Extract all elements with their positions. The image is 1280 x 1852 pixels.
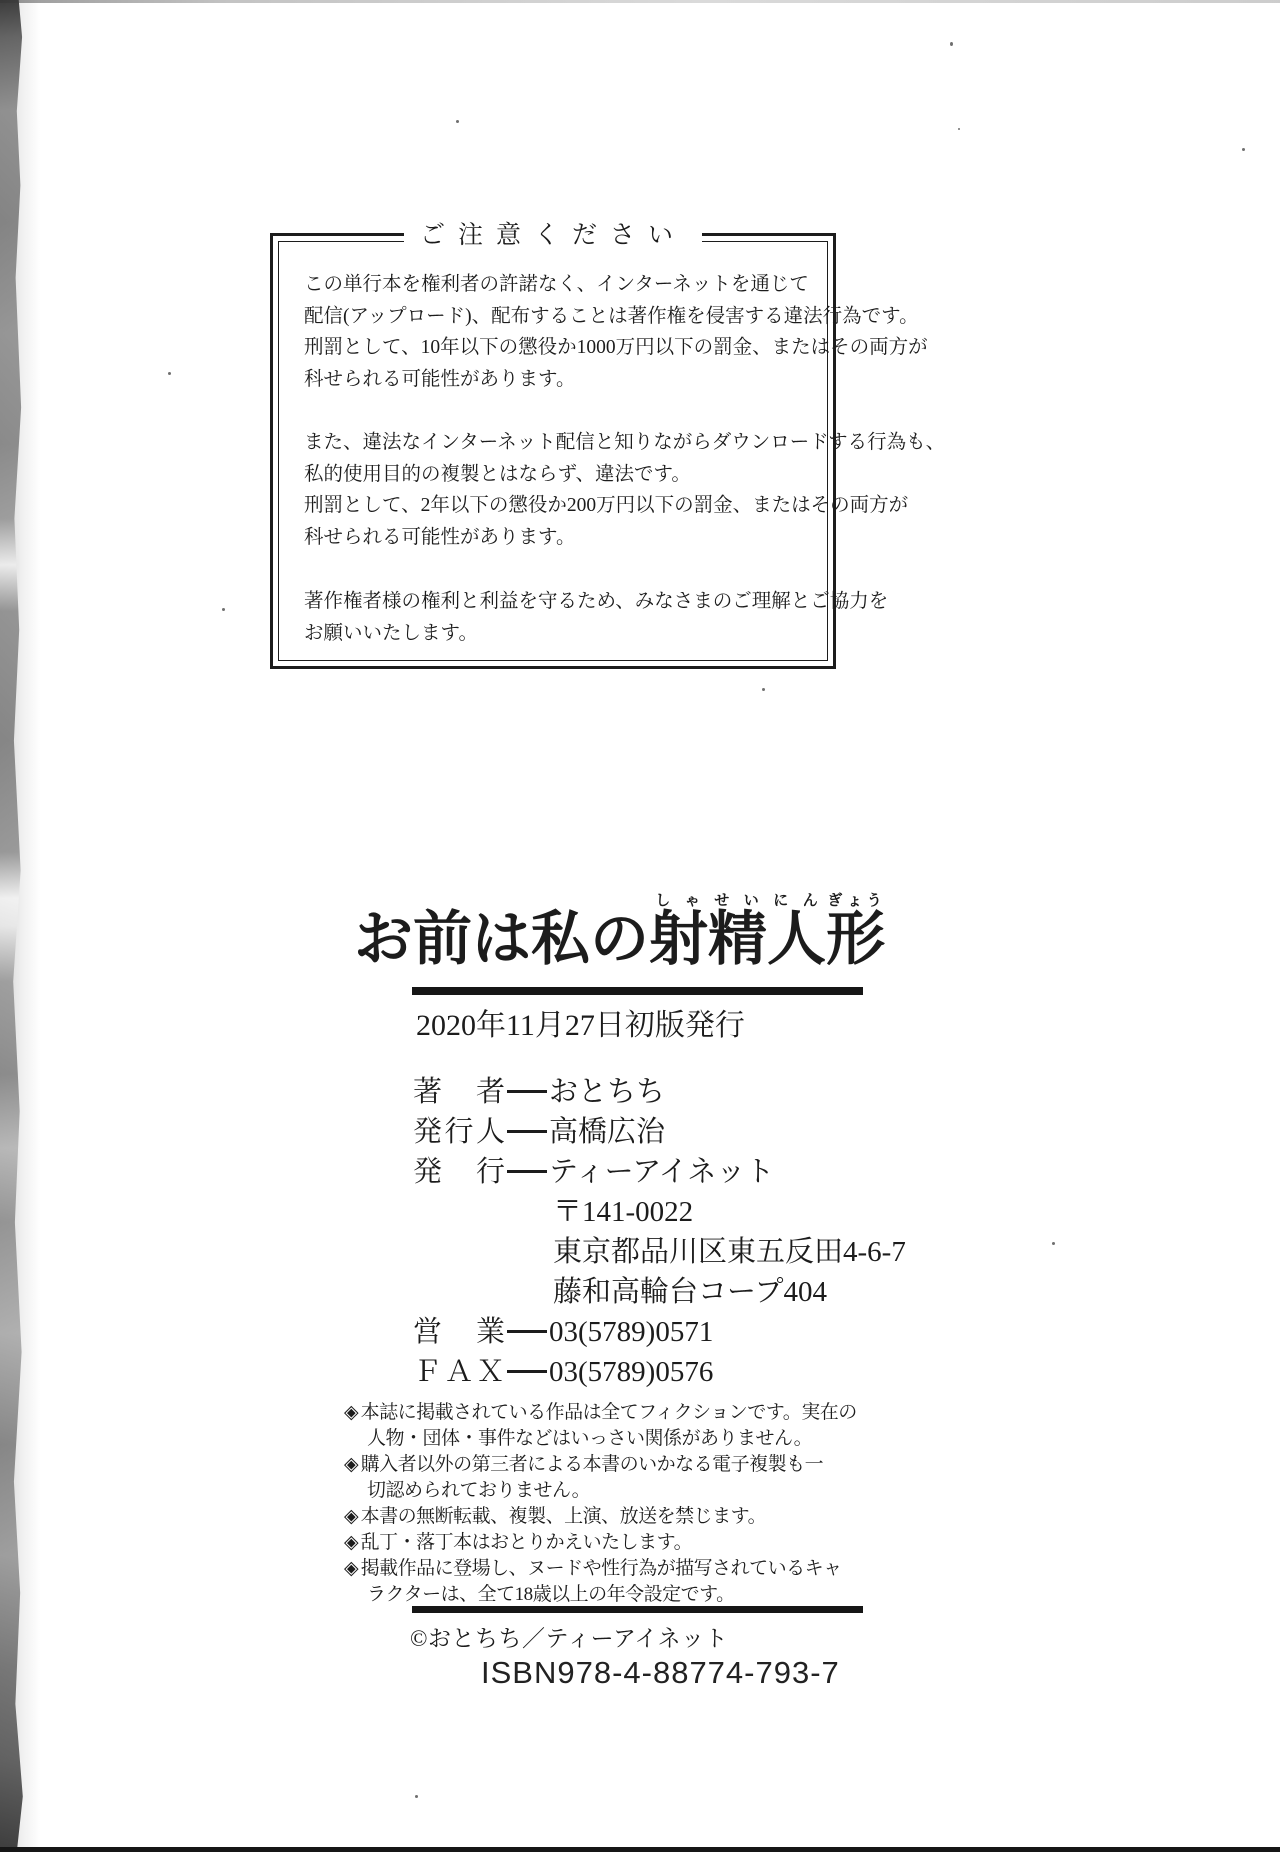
dash-line: [507, 1330, 547, 1333]
diamond-bullet-icon: ◈: [344, 1558, 359, 1579]
dust-speck: [168, 372, 171, 375]
book-title-ruby: 人にん: [767, 893, 827, 972]
note-line: ◈ 掲載作品に登場し、ヌードや性行為が描写されているキャ: [344, 1558, 842, 1579]
notice-line: 著作権者様の権利と利益を守るため、みなさまのご理解とご協力を: [304, 591, 889, 612]
dust-speck: [415, 1795, 418, 1798]
fax-label: ＦＡＸ: [413, 1356, 505, 1388]
notice-paragraph: [304, 427, 946, 553]
book-title-ruby: 精せい: [708, 893, 768, 972]
author-row: [413, 1072, 906, 1112]
book-title-prefix: お前は私の: [354, 906, 650, 972]
book-title: [354, 893, 885, 975]
footer-divider-rule: [412, 1606, 863, 1613]
notice-paragraph: [304, 586, 889, 649]
notice-box-body: [278, 241, 946, 661]
publisher-value: ティーアイネット: [549, 1156, 775, 1188]
dust-speck: [456, 120, 459, 123]
dash-line: [507, 1370, 547, 1373]
book-title-ruby: 射しゃ: [649, 893, 709, 972]
fax-row: [413, 1352, 906, 1392]
dash-line: [507, 1090, 547, 1093]
dash-line: [507, 1170, 547, 1173]
diamond-bullet-icon: ◈: [344, 1506, 359, 1527]
publication-info: [413, 1072, 906, 1392]
scan-bottom-edge: [0, 1847, 1280, 1852]
publisher-person-row: [413, 1112, 906, 1152]
edition-date: 2020年11月27日初版発行: [416, 1009, 745, 1042]
isbn-number: ISBN978-4-88774-793-7: [481, 1655, 840, 1690]
title-divider-rule: [412, 987, 863, 995]
diamond-bullet-icon: ◈: [344, 1532, 359, 1553]
sales-phone-row: [413, 1312, 906, 1352]
dust-speck: [762, 688, 765, 691]
notice-line: 刑罰として、10年以下の懲役か1000万円以下の罰金、またはその両方が: [304, 337, 928, 358]
note-line: 人物・団体・事件などはいっさい関係がありません。: [367, 1428, 813, 1449]
note-line: ◈ 本書の無断転載、複製、上演、放送を禁じます。: [344, 1506, 767, 1527]
author-value: おとちち: [549, 1076, 666, 1108]
notice-line: 刑罰として、2年以下の懲役か200万円以下の罰金、またはその両方が: [304, 495, 909, 516]
sales-label: 営 業: [413, 1316, 505, 1348]
note-line: ◈ 乱丁・落丁本はおとりかえいたします。: [344, 1532, 693, 1553]
diamond-bullet-icon: ◈: [344, 1454, 359, 1475]
notice-box-title: ご注意ください: [404, 215, 702, 251]
notice-line: 科せられる可能性があります。: [304, 368, 576, 390]
copyright-line: ©おとちち／ティーアイネット: [410, 1626, 729, 1651]
note-line: 切認められておりません。: [367, 1480, 591, 1501]
fax-number: 03(5789)0576: [549, 1356, 714, 1388]
publisher-person-value: 高橋広治: [549, 1116, 666, 1148]
notice-paragraph: [304, 269, 928, 395]
dust-speck: [958, 128, 960, 130]
dust-speck: [1052, 1242, 1055, 1245]
dash-line: [507, 1130, 547, 1133]
publisher-person-label: 発行人: [413, 1116, 505, 1148]
dust-speck: [222, 608, 225, 611]
book-title-ruby: 形ぎょう: [826, 893, 886, 972]
dust-speck: [950, 42, 953, 46]
notice-line: また、違法なインターネット配信と知りながらダウンロードする行為も、: [304, 432, 946, 453]
copyright-notice-box: [270, 222, 946, 669]
note-line: ラクターは、全て18歳以上の年令設定です。: [367, 1584, 735, 1605]
legal-notes: [344, 1400, 857, 1608]
notice-line: 科せられる可能性があります。: [304, 526, 576, 548]
scan-top-edge: [0, 0, 1280, 3]
address-line: 藤和高輪台コープ404: [553, 1276, 828, 1308]
notice-line: 配信(アップロード)、配布することは著作権を侵害する違法行為です。: [304, 305, 919, 327]
sales-phone: 03(5789)0571: [549, 1316, 714, 1348]
address-line: 東京都品川区東五反田4-6-7: [553, 1236, 906, 1268]
note-line: ◈ 購入者以外の第三者による本書のいかなる電子複製も一: [344, 1454, 824, 1475]
postal-code: 〒141-0022: [553, 1196, 694, 1228]
dust-speck: [1242, 148, 1245, 151]
notice-line: 私的使用目的の複製とはならず、違法です。: [304, 463, 691, 485]
notice-line: お願いいたします。: [304, 622, 478, 644]
notice-line: この単行本を権利者の許諾なく、インターネットを通じて: [304, 274, 809, 295]
author-label: 著 者: [413, 1076, 505, 1108]
note-line: ◈ 本誌に掲載されている作品は全てフィクションです。実在の: [344, 1402, 857, 1423]
publisher-label: 発 行: [413, 1156, 505, 1188]
diamond-bullet-icon: ◈: [344, 1402, 359, 1423]
publisher-row: [413, 1152, 906, 1192]
